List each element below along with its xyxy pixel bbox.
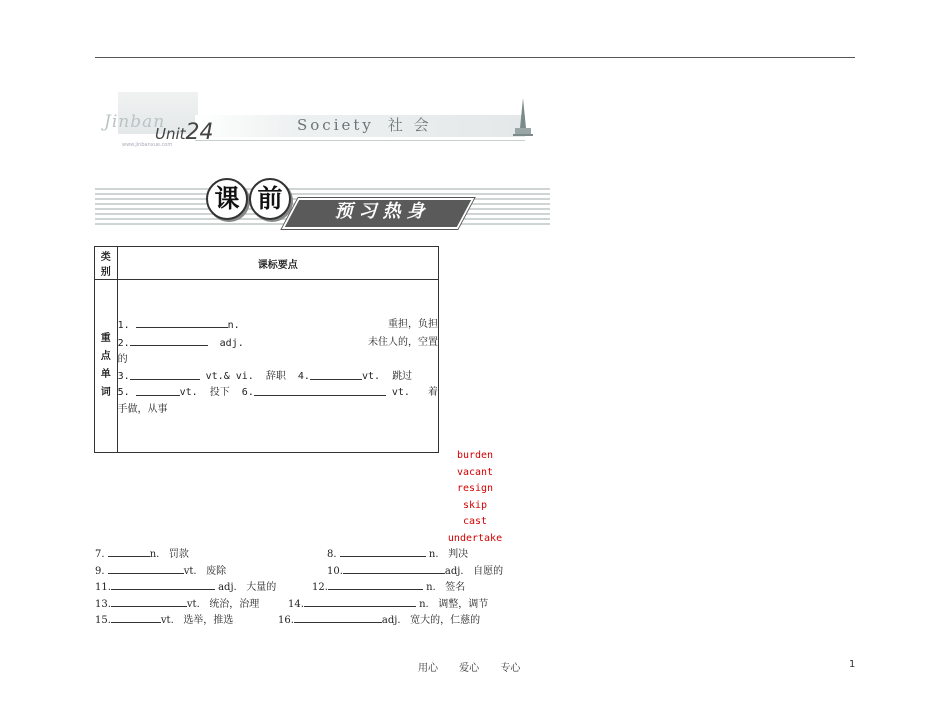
vocab-line-2 — [118, 335, 438, 353]
part-of-speech: n. — [419, 598, 429, 610]
answer-blank[interactable] — [294, 612, 382, 623]
item-number: 14. — [288, 598, 304, 610]
vocab-table — [94, 246, 439, 453]
unit-title — [297, 114, 432, 135]
item-number: 13. — [95, 598, 111, 610]
vocab-line-4 — [118, 385, 438, 402]
vocab-line-wrap — [118, 352, 438, 369]
page-number: 1 — [849, 659, 856, 670]
vocab-line-1 — [118, 317, 438, 335]
header-main: 课标要点 — [117, 247, 438, 280]
meaning: 跳过 — [392, 370, 413, 382]
meaning: 罚款 — [168, 549, 189, 560]
preclass-subtitle: 预习热身 — [334, 201, 431, 222]
table-header-row — [95, 247, 439, 280]
part-of-speech: n. — [227, 320, 240, 331]
vocab-line-3 — [118, 369, 438, 386]
item-number: 5. — [117, 387, 130, 398]
meaning: 判决 — [448, 549, 469, 560]
unit-banner — [100, 92, 545, 152]
category-char: 重 — [100, 333, 111, 344]
part-of-speech: vt.& vi. — [205, 370, 254, 382]
tower-icon — [513, 98, 533, 138]
part-of-speech: adj. — [219, 337, 244, 349]
footer-text: 用心 爱心 专心 — [418, 663, 521, 674]
answer-blank[interactable] — [136, 385, 180, 396]
meaning: 着 — [428, 387, 438, 398]
meaning: 调整，调节 — [438, 598, 489, 610]
answer-blank[interactable] — [108, 563, 184, 574]
question-list — [95, 546, 535, 629]
answer-word: undertake — [447, 532, 503, 544]
unit-title-zh: 社 会 — [387, 116, 432, 134]
question-row — [95, 612, 535, 629]
category-cell — [95, 280, 118, 453]
answer-blank[interactable] — [340, 546, 426, 557]
part-of-speech: adj. — [444, 565, 464, 577]
meaning-wrap: 的 — [117, 354, 128, 365]
part-of-speech: vt. — [391, 387, 410, 398]
unit-word: Unit — [155, 125, 186, 143]
answer-blank[interactable] — [136, 317, 228, 328]
meaning-wrap: 手做，从事 — [117, 403, 168, 415]
answer-blank[interactable] — [254, 385, 386, 396]
unit-number: 24 — [185, 120, 214, 145]
item-number: 8. — [327, 549, 337, 560]
category-char: 点 — [100, 351, 111, 362]
meaning: 废除 — [206, 565, 227, 577]
part-of-speech: n. — [428, 549, 439, 560]
part-of-speech: vt. — [160, 615, 174, 626]
category-char: 词 — [100, 387, 111, 398]
answer-blank[interactable] — [111, 612, 161, 623]
answer-blank[interactable] — [328, 579, 423, 590]
category-char: 单 — [100, 369, 111, 380]
content-cell — [117, 280, 438, 453]
table-row — [95, 280, 439, 453]
answer-word: burden — [456, 450, 494, 461]
part-of-speech: adj. — [218, 582, 237, 593]
answer-word: cast — [462, 516, 488, 528]
item-number: 9. — [95, 565, 105, 577]
item-number: 12. — [312, 582, 328, 593]
top-rule — [95, 57, 855, 58]
answer-blank[interactable] — [304, 596, 416, 607]
answer-key — [440, 448, 510, 548]
item-number: 16. — [278, 615, 294, 626]
meaning: 辞职 — [265, 370, 286, 382]
part-of-speech: vt. — [179, 387, 198, 398]
answer-blank[interactable] — [310, 369, 362, 380]
part-of-speech: n. — [149, 549, 160, 560]
item-number: 10. — [327, 565, 343, 577]
answer-blank[interactable] — [108, 546, 150, 557]
meaning: 未住人的，空置 — [368, 336, 438, 348]
meaning: 自愿的 — [473, 565, 504, 577]
item-number: 15. — [95, 615, 111, 626]
answer-word: resign — [456, 483, 494, 495]
question-row — [95, 563, 535, 580]
meaning: 统治，治理 — [209, 598, 260, 610]
meaning: 签名 — [445, 582, 466, 593]
part-of-speech: vt. — [361, 370, 381, 382]
unit-title-en: Society — [297, 116, 374, 134]
preclass-char-1: 课 — [206, 178, 248, 220]
question-row — [95, 546, 535, 563]
item-number: 1. — [117, 320, 130, 331]
meaning: 选举，推选 — [183, 615, 234, 626]
answer-word: vacant — [456, 466, 494, 478]
brand-logo-text: Jinban — [104, 112, 166, 132]
meaning: 重担，负担 — [388, 319, 438, 330]
part-of-speech: adj. — [381, 615, 401, 626]
answer-blank[interactable] — [343, 563, 445, 574]
question-row — [95, 596, 535, 613]
answer-blank[interactable] — [111, 596, 187, 607]
preclass-char-2: 前 — [249, 178, 291, 220]
header-category: 类别 — [95, 247, 118, 280]
meaning: 宽大的，仁慈的 — [410, 615, 481, 626]
item-number: 7. — [95, 549, 105, 560]
brand-url: www.jinbanxue.com — [122, 142, 173, 148]
item-number: 4. — [297, 370, 310, 382]
meaning: 大量的 — [246, 582, 277, 593]
vocab-line-wrap — [118, 402, 438, 419]
item-number: 2. — [117, 337, 130, 349]
part-of-speech: vt. — [186, 598, 200, 610]
question-row — [95, 579, 535, 596]
item-number: 11. — [95, 582, 111, 593]
answer-word: skip — [462, 499, 488, 511]
answer-blank[interactable] — [111, 579, 215, 590]
answer-blank[interactable] — [130, 369, 200, 380]
answer-blank[interactable] — [130, 335, 208, 346]
part-of-speech: n. — [426, 582, 436, 593]
meaning: 投下 — [209, 387, 230, 398]
banner-divider — [195, 140, 525, 143]
preclass-banner — [95, 176, 550, 232]
item-number: 3. — [117, 370, 130, 382]
part-of-speech: vt. — [183, 565, 197, 577]
item-number: 6. — [241, 387, 254, 398]
